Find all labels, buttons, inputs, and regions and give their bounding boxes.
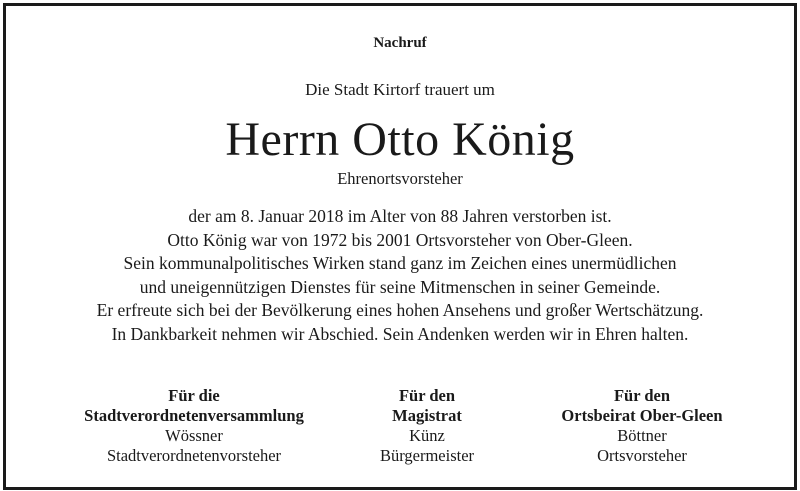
notice-body xyxy=(6,205,794,346)
body-line: und uneigennützigen Dienstes für seine Mitmenschen in seiner Gemeinde. xyxy=(139,276,661,297)
signature-for-label: Für die xyxy=(168,386,220,405)
body-line: Er erfreute sich bei der Bevölkerung eines hohen Ansehens und großer Wertschätzung. xyxy=(96,300,704,320)
deceased-name: Herrn Otto König xyxy=(225,113,575,166)
signature-person: Künz xyxy=(409,426,445,445)
signature-local-council xyxy=(526,386,758,466)
signature-person: Böttner xyxy=(617,426,667,445)
signature-role: Stadtverordnetenvorsteher xyxy=(106,446,282,465)
signature-body-name: Stadtverordnetenversammlung xyxy=(84,406,304,425)
body-line: der am 8. Januar 2018 im Alter von 88 Jahren verstorben ist. xyxy=(188,206,612,226)
signature-magistrate xyxy=(342,386,512,466)
signature-person: Wössner xyxy=(165,426,223,445)
signature-body-name: Ortsbeirat Ober-Gleen xyxy=(561,406,723,425)
notice-intro: Die Stadt Kirtorf trauert um xyxy=(305,80,495,99)
signature-for-label: Für den xyxy=(613,386,671,405)
signature-body-name: Magistrat xyxy=(392,406,462,425)
body-line: Otto König war von 1972 bis 2001 Ortsvorsteher von Ober-Gleen. xyxy=(167,229,633,250)
honorary-title: Ehrenortsvorsteher xyxy=(337,169,463,188)
body-line: In Dankbarkeit nehmen wir Abschied. Sein Andenken werden wir in Ehren halten. xyxy=(111,323,689,344)
obituary-frame xyxy=(3,3,797,490)
signature-for-label: Für den xyxy=(398,386,456,405)
signature-city-council xyxy=(44,386,344,466)
notice-heading: Nachruf xyxy=(373,35,427,51)
body-line: Sein kommunalpolitisches Wirken stand ganz im Zeichen eines unermüdlichen xyxy=(123,253,677,273)
signature-role: Ortsvorsteher xyxy=(597,446,687,465)
signature-role: Bürgermeister xyxy=(379,446,475,465)
